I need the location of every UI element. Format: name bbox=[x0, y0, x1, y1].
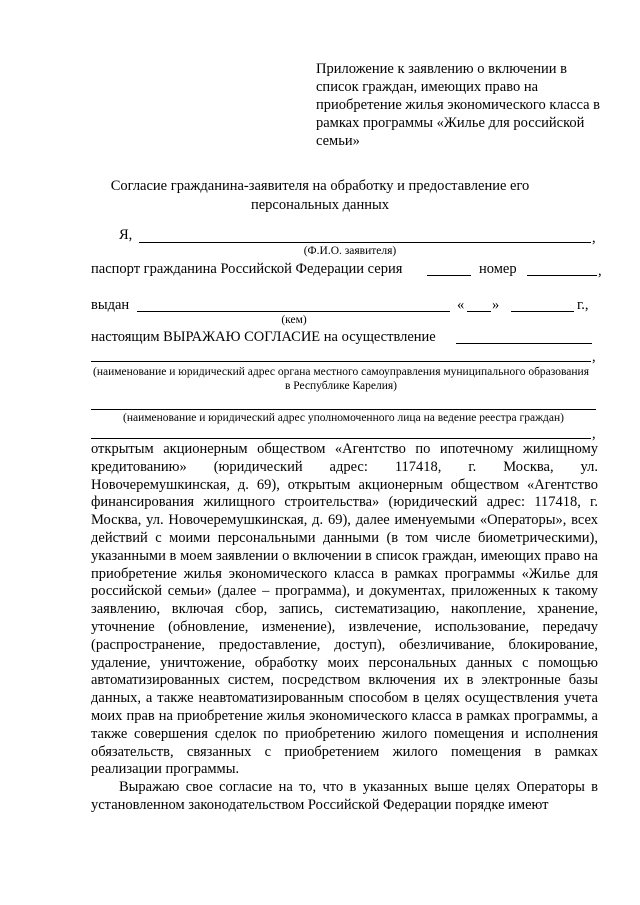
registry-field[interactable] bbox=[91, 438, 591, 439]
registry-comma: , bbox=[592, 426, 596, 442]
issue-day-field[interactable] bbox=[467, 311, 491, 312]
number-label: номер bbox=[479, 261, 517, 277]
issued-label: выдан bbox=[91, 297, 130, 313]
fio-comma: , bbox=[592, 230, 596, 246]
quote-open: « bbox=[457, 297, 465, 313]
fio-hint: (Ф.И.О. заявителя) bbox=[303, 245, 397, 257]
org-comma: , bbox=[592, 349, 596, 365]
fio-field[interactable] bbox=[139, 242, 591, 243]
body-paragraph-1: открытым акционерным обществом «Агентство по ипотечному жилищному кредитованию» (юридический адрес: 117418, г. Москва, ул. Новочеремушкинская, д. 69), открытым акционерным обществом «Агентство финансирования жилищного строительства» (юридический адрес: 117418, г. Москва, ул. Новочеремушкинская, д. 69), далее именуемыми «Операторы», всех действий с моими персональными данными (в том числе биометрическими), указанными в моем заявлении о включении в список граждан, имеющих право на приобретение жилья экономического класса в рамках программы «Жилье для российской семьи» (далее – программа), и документах, приложенных к такому заявлению, включая сбор, запись, систематизацию, накопление, хранение, уточнение (обновление, изменение), извлечение, использование, передачу (распространение, предоставление, доступ), обезличивание, блокирование, удаление, уничтожение, обработку моих персональных данных с помощью автоматизированных систем, посредством включения их в электронные базы данных, а также неавтоматизированным способом в целях осуществления учета моих прав на приобретение жилья экономического класса в рамках программы, а также совершения сделок по приобретению жилого помещения и исполнения обязательств, связанных с приобретением жилого помещения в рамках реализации программы. bbox=[91, 441, 598, 778]
issue-month-field[interactable] bbox=[511, 311, 574, 312]
annex-note: Приложение к заявлению о включении в список граждан, имеющих право на приобретение жилья экономического класса в рамках программы «Жилье для российской семьи» bbox=[316, 61, 601, 149]
passport-comma: , bbox=[598, 263, 602, 279]
ya-label: Я, bbox=[119, 227, 133, 243]
quote-close: » bbox=[492, 297, 500, 313]
document-title: Согласие гражданина-заявителя на обработку и предоставление его персональных данных bbox=[110, 178, 530, 213]
consent-label: настоящим ВЫРАЖАЮ СОГЛАСИЕ на осуществление bbox=[91, 329, 436, 345]
year-label: г., bbox=[577, 297, 589, 313]
passport-number-field[interactable] bbox=[527, 275, 597, 276]
consent-body bbox=[91, 441, 598, 815]
org-hint: (наименование и юридический адрес органа местного самоуправления муниципального образования в Республике Карелия) bbox=[93, 366, 589, 392]
registry-line-top[interactable] bbox=[91, 409, 596, 410]
passport-series-field[interactable] bbox=[427, 275, 471, 276]
issued-by-hint: (кем) bbox=[281, 314, 307, 326]
org-field[interactable] bbox=[91, 361, 591, 362]
body-paragraph-2: Выражаю свое согласие на то, что в указанных выше целях Операторы в установленном законодательством Российской Федерации порядке имеют bbox=[91, 779, 598, 813]
issued-by-field[interactable] bbox=[137, 311, 450, 312]
passport-label: паспорт гражданина Российской Федерации серия bbox=[91, 261, 403, 277]
registry-hint: (наименование и юридический адрес уполномоченного лица на ведение реестра граждан) bbox=[123, 412, 564, 424]
consent-field[interactable] bbox=[456, 343, 592, 344]
